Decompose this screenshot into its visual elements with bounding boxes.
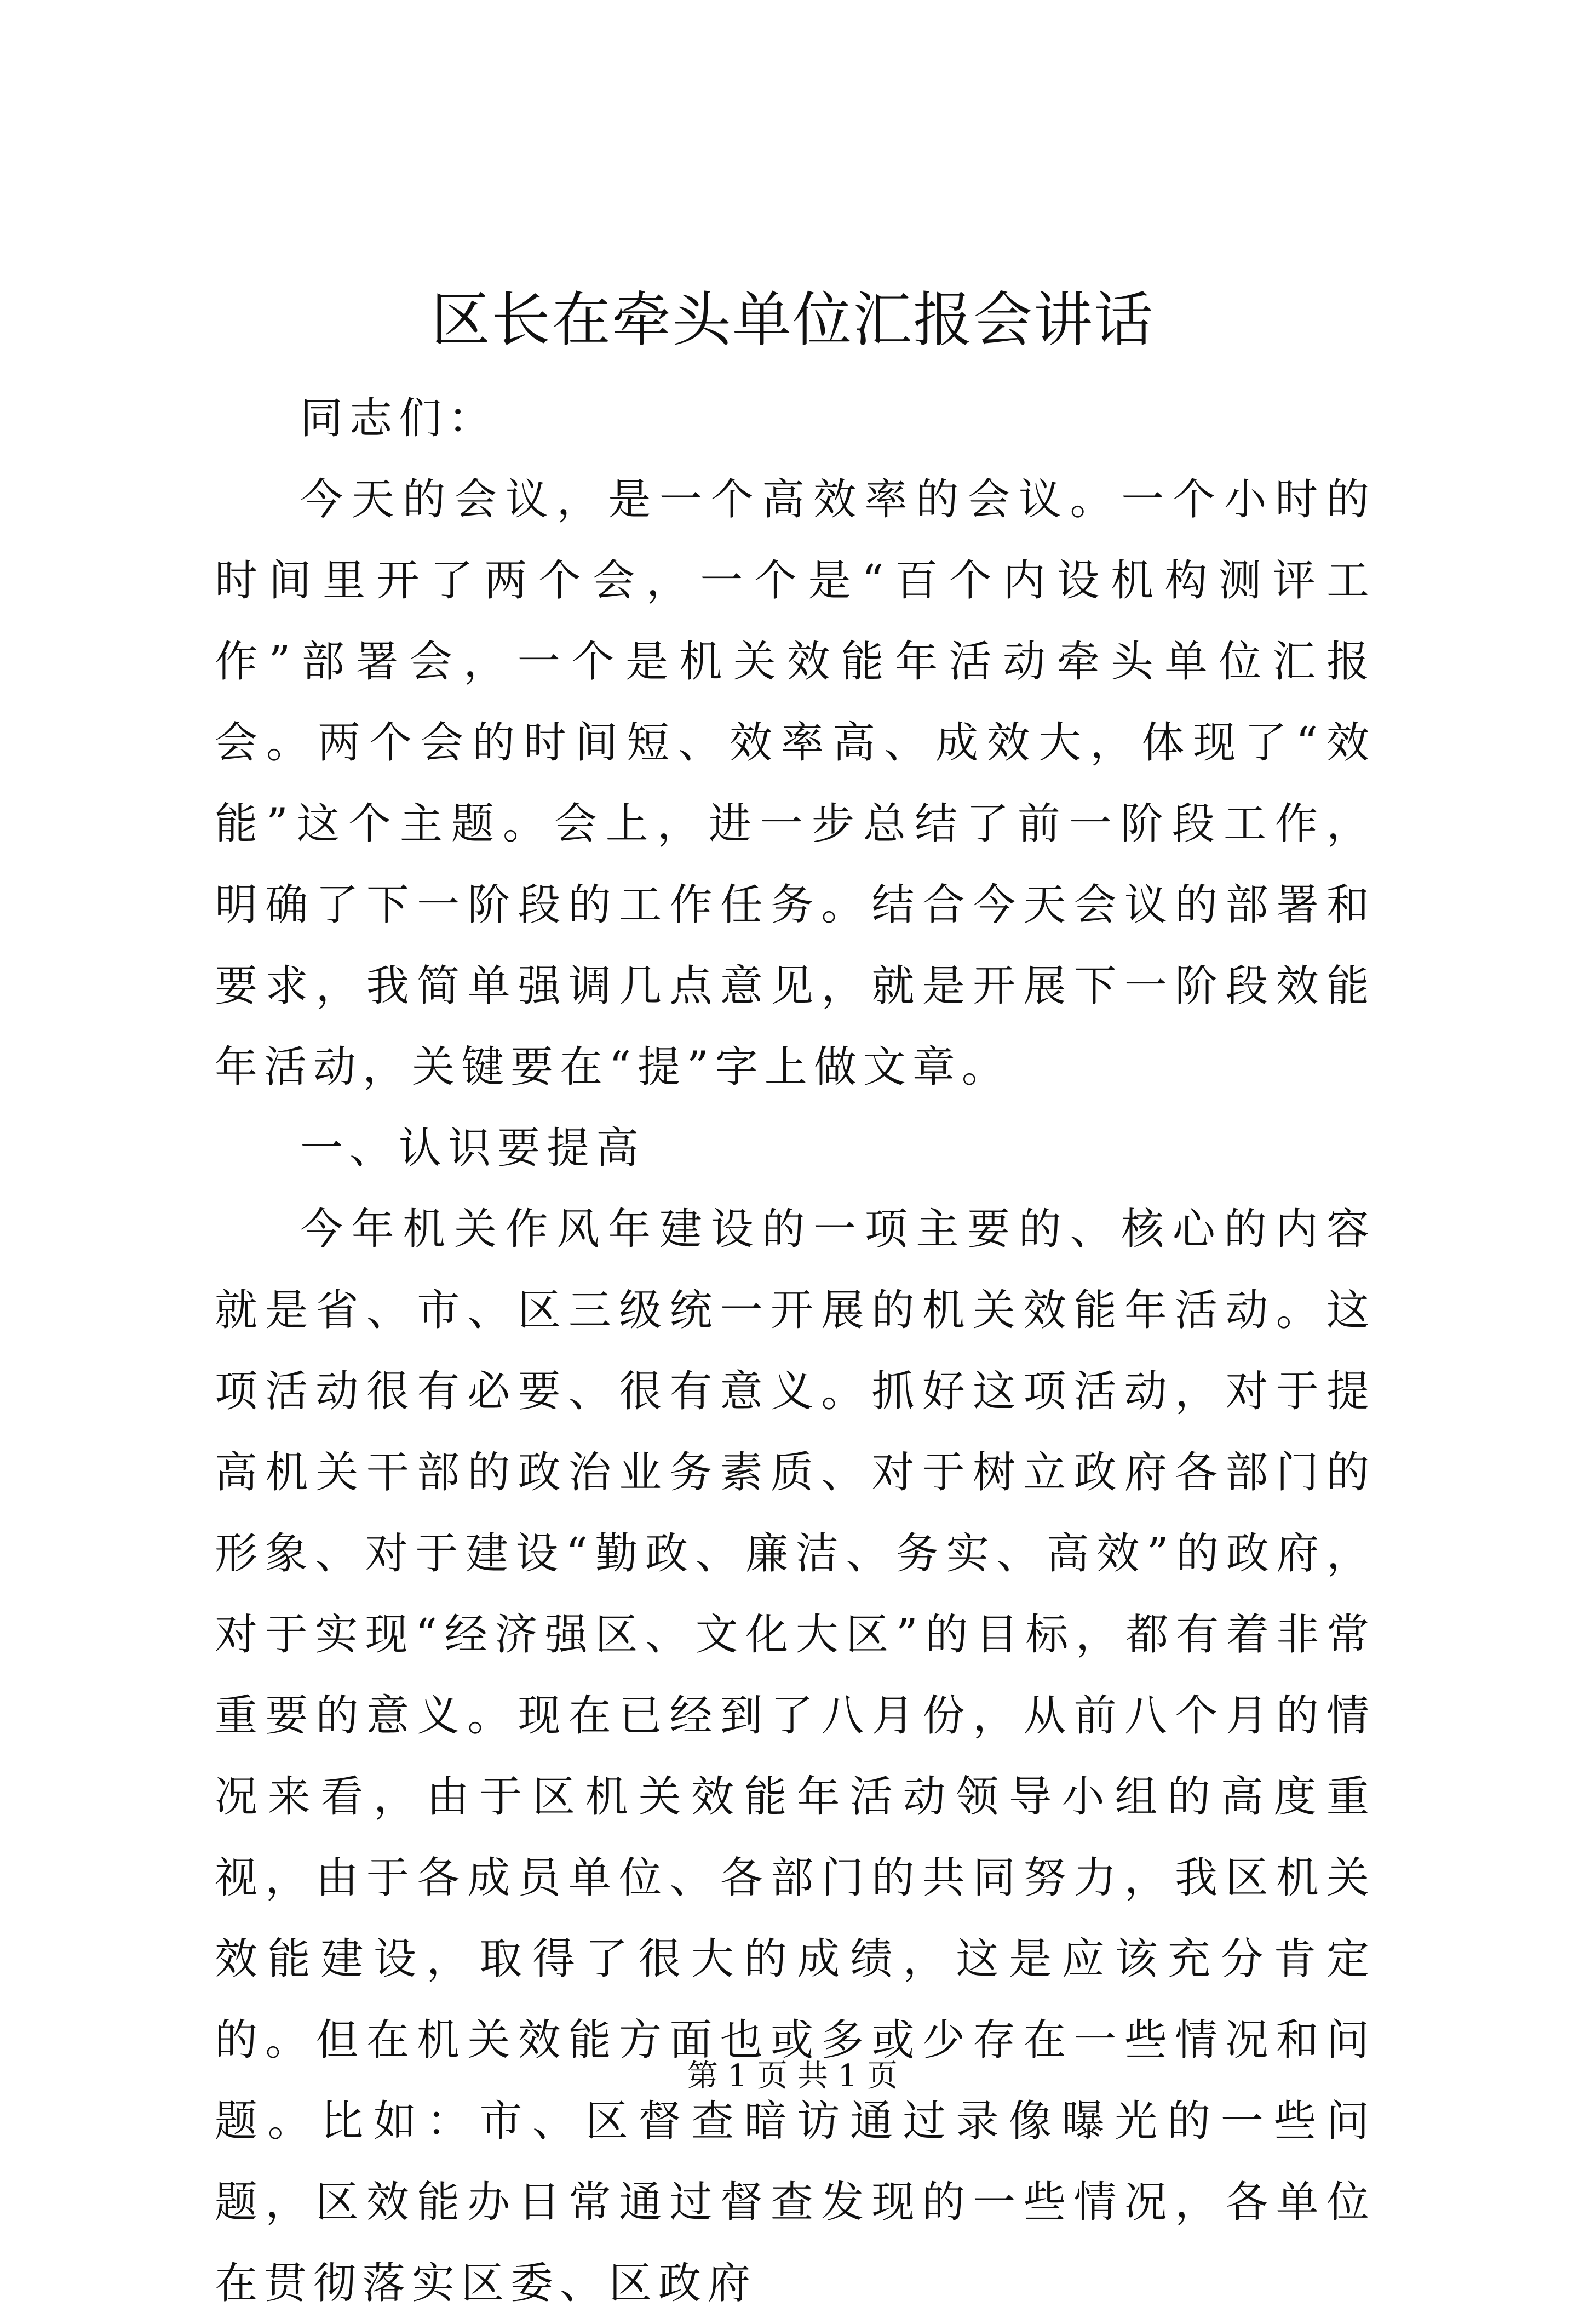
page-footer: 第 1 页 共 1 页	[687, 2058, 898, 2094]
document-body	[215, 378, 1376, 2324]
salutation: 同志们：	[300, 394, 498, 443]
document-title: 区长在牵头单位汇报会讲话	[430, 286, 1154, 354]
paragraph-section-1: 今年机关作风年建设的一项主要的、核心的内容就是省、市、区三级统一开展的机关效能年活动。这项活动很有必要、很有意义。抓好这项活动，对于提高机关干部的政治业务素质、对于树立政府各部门的形象、对于建设“勤政、廉洁、务实、高效”的政府，对于实现“经济强区、文化大区”的目标，都有着非常重要的意义。现在已经到了八月份，从前八个月的情况来看，由于区机关效能年活动领导小组的高度重视，由于各成员单位、各部门的共同努力，我区机关效能建设，取得了很大的成绩，这是应该充分肯定的。但在机关效能方面也或多或少存在一些情况和问题。比如：市、区督查暗访通过录像曝光的一些问题，区效能办日常通过督查发现的一些情况，各单位在贯彻落实区委、区政府	[215, 1205, 1376, 2308]
section-heading: 一、认识要提高	[300, 1124, 646, 1173]
paragraph-intro: 今天的会议，是一个高效率的会议。一个小时的时间里开了两个会，一个是“百个内设机构测评工作”部署会，一个是机关效能年活动牵头单位汇报会。两个会的时间短、效率高、成效大，体现了“效能”这个主题。会上，进一步总结了前一阶段工作，明确了下一阶段的工作任务。结合今天会议的部署和要求，我简单强调几点意见，就是开展下一阶段效能年活动，关键要在“提”字上做文章。	[215, 475, 1376, 1092]
